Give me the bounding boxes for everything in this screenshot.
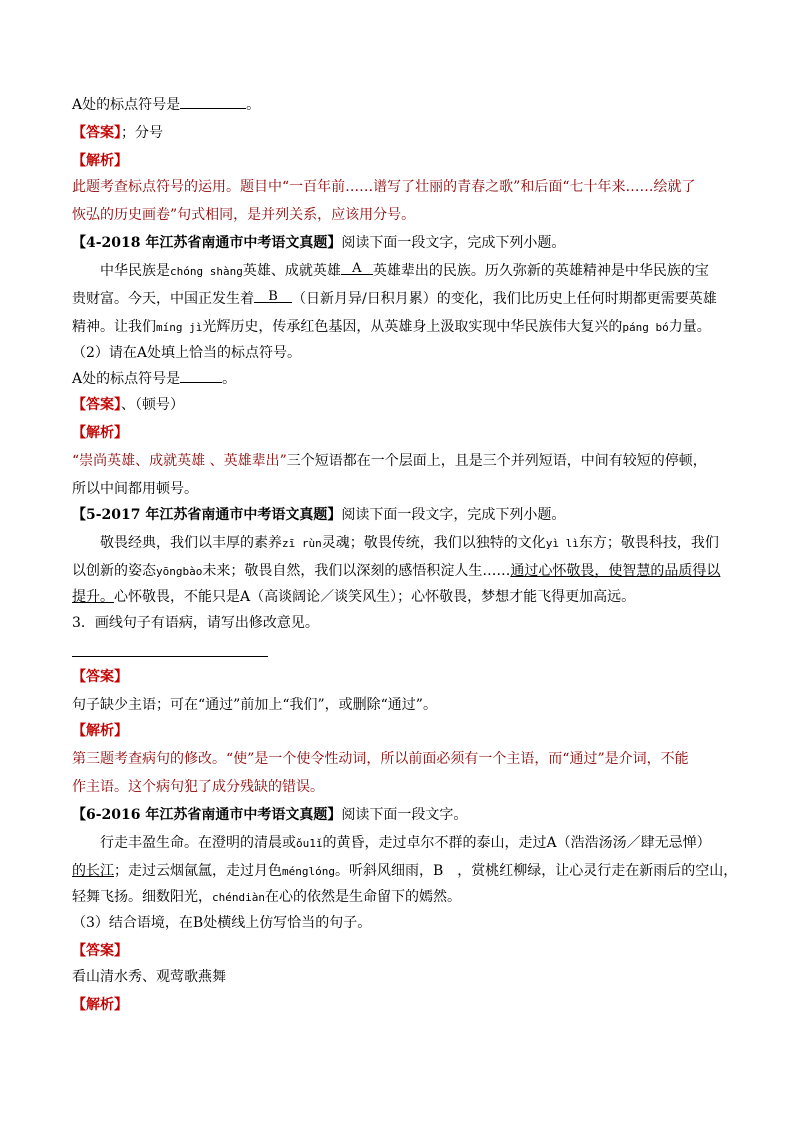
text: 的黄昏，走过卓尔不群的泰山，走过A（浩浩汤汤／肆无忌惮） — [322, 835, 711, 851]
passage-5-line-1 — [100, 534, 760, 553]
text: 以创新的姿态 — [72, 563, 156, 579]
text: 中华民族是 — [100, 263, 170, 279]
blank-label: B — [268, 289, 278, 304]
answer-line — [72, 656, 268, 657]
question-instruction: 阅读下面一段文字，完成下列小题。 — [341, 507, 566, 523]
question-source: 【4-2018 年江苏省南通市中考语文真题】 — [72, 235, 342, 251]
line-q3-fill — [72, 96, 732, 114]
passage-5-line-2 — [72, 562, 732, 581]
text: A处的标点符号是 — [72, 371, 181, 387]
text: 光辉历史，传承红色基因，从英雄身上汲取实现中华民族伟大复兴的 — [202, 319, 623, 335]
blank-label: A — [352, 261, 362, 276]
question-5-3: 3．画线句子有语病，请写出修改意见。 — [72, 615, 319, 631]
question-4-header — [72, 234, 732, 252]
answer-label-3: 【答案】 — [72, 669, 128, 685]
text: 在心的依然是生命留下的嫣然。 — [264, 889, 461, 905]
text: 英雄、成就英雄 — [242, 263, 341, 279]
question-source: 【5-2017 年江苏省南通市中考语文真题】 — [72, 507, 342, 523]
text: 轻舞飞扬。细数阳光， — [72, 889, 212, 905]
underlined-sentence: 提升。 — [72, 589, 114, 605]
text: 敬畏经典，我们以丰厚的素养 — [100, 535, 282, 551]
pinyin: zī rùn — [282, 537, 322, 550]
answer-label-4: 【答案】 — [72, 943, 128, 959]
passage-4-line-2 — [72, 290, 732, 308]
answer-4: 看山清水秀、观莺歌燕舞 — [72, 969, 226, 985]
answer-label: 【答案】 — [72, 397, 121, 413]
text: 。听斜风细雨，B ，赏桃红柳绿，让心灵行走在新雨后的空山， — [334, 863, 738, 879]
text: 行走丰盈生命。在澄明的清晨或 — [100, 835, 296, 851]
question-6-header — [72, 806, 732, 824]
text: ；走过云烟氤氲，走过月色 — [114, 863, 282, 879]
explanation-label-3: 【解析】 — [72, 723, 128, 739]
text: 精神。让我们 — [72, 319, 156, 335]
pinyin: ménglóng — [282, 865, 335, 878]
blank-b — [254, 290, 292, 303]
text: 灵魂；敬畏传统，我们以独特的文化 — [321, 535, 546, 551]
question-source: 【6-2016 年江苏省南通市中考语文真题】 — [72, 807, 342, 823]
pinyin: yōngbào — [156, 565, 203, 578]
explanation-2b: 所以中间都用顿号。 — [72, 481, 198, 497]
explanation-1a: 此题考查标点符号的运用。题目中“一百年前……谱写了壮丽的青春之歌”和后面“七十年来……绘就了 — [72, 179, 696, 195]
passage-5-line-3 — [72, 588, 732, 606]
text: 英雄辈出的民族。历久弥新的英雄精神是中华民族的宝 — [372, 263, 709, 279]
pinyin: yì lì — [545, 537, 579, 550]
line-q4-fill — [72, 370, 732, 388]
passage-4-line-1 — [100, 262, 760, 281]
explanation-label-4: 【解析】 — [72, 997, 128, 1013]
question-6-3: （3）结合语境，在B处横线上仿写恰当的句子。 — [72, 915, 372, 931]
passage-6-line-2 — [72, 862, 738, 881]
pinyin: ǒu1ǐ — [296, 837, 323, 850]
blank-a — [341, 262, 373, 275]
text: 未来；敬畏自然，我们以深刻的感悟积淀人生…… — [202, 563, 511, 579]
explanation-3a: 第三题考查病句的修改。“使”是一个使令性动词，所以前面必须有一个主语，而“通过”是介词，不能 — [72, 751, 689, 767]
text: 。 — [246, 97, 261, 113]
pinyin: páng bó — [622, 321, 669, 334]
explanation-label-1: 【解析】 — [72, 153, 128, 169]
answer-blank — [180, 96, 246, 109]
text: 心怀敬畏，不能只是A（高谈阔论／谈笑风生）；心怀敬畏，梦想才能飞得更加高远。 — [114, 589, 636, 605]
answer-blank — [180, 370, 222, 383]
question-instruction: 阅读下面一段文字。 — [341, 807, 468, 823]
passage-6-line-1 — [100, 834, 760, 853]
text: A处的标点符号是 — [72, 97, 181, 113]
answer-label: 【答案】 — [72, 125, 121, 141]
pinyin: míng jì — [156, 321, 203, 334]
text: 力量。 — [668, 319, 711, 335]
text: 。 — [222, 371, 237, 387]
pinyin: chéndiàn — [212, 891, 265, 904]
text: （日新月异/日积月累）的变化，我们比历史上任何时期都更需要英雄 — [292, 291, 717, 307]
explanation-1b: 恢弘的历史画卷”句式相同，是并列关系，应该用分号。 — [72, 207, 416, 223]
underlined-sentence: 通过心怀敬畏，使智慧的品质得以 — [510, 563, 721, 579]
text: 东方；敬畏科技，我们 — [578, 535, 719, 551]
answer-value: 、（顿号） — [121, 397, 184, 413]
pinyin: chóng shàng — [170, 265, 243, 278]
answer-value: ；分号 — [121, 125, 163, 141]
question-instruction: 阅读下面一段文字，完成下列小题。 — [341, 235, 566, 251]
question-4-2: （2）请在A处填上恰当的标点符号。 — [72, 345, 302, 361]
explanation-label-2: 【解析】 — [72, 425, 128, 441]
quoted-text: “崇尚英雄、成就英雄 、英雄辈出” — [72, 453, 287, 469]
explanation-2a — [72, 452, 732, 470]
passage-4-line-3 — [72, 318, 732, 337]
text: 贵财富。今天，中国正发生着 — [72, 291, 254, 307]
answer-2 — [72, 396, 732, 414]
answer-1 — [72, 124, 732, 142]
passage-6-line-3 — [72, 888, 732, 907]
text: 三个短语都在一个层面上，且是三个并列短语，中间有较短的停顿， — [286, 453, 707, 469]
question-5-header — [72, 506, 732, 524]
explanation-3b: 作主语。这个病句犯了成分残缺的错误。 — [72, 779, 324, 795]
underlined-text: 的长江 — [72, 863, 114, 879]
answer-3: 句子缺少主语；可在“通过”前加上“我们”，或删除“通过”。 — [72, 697, 437, 713]
